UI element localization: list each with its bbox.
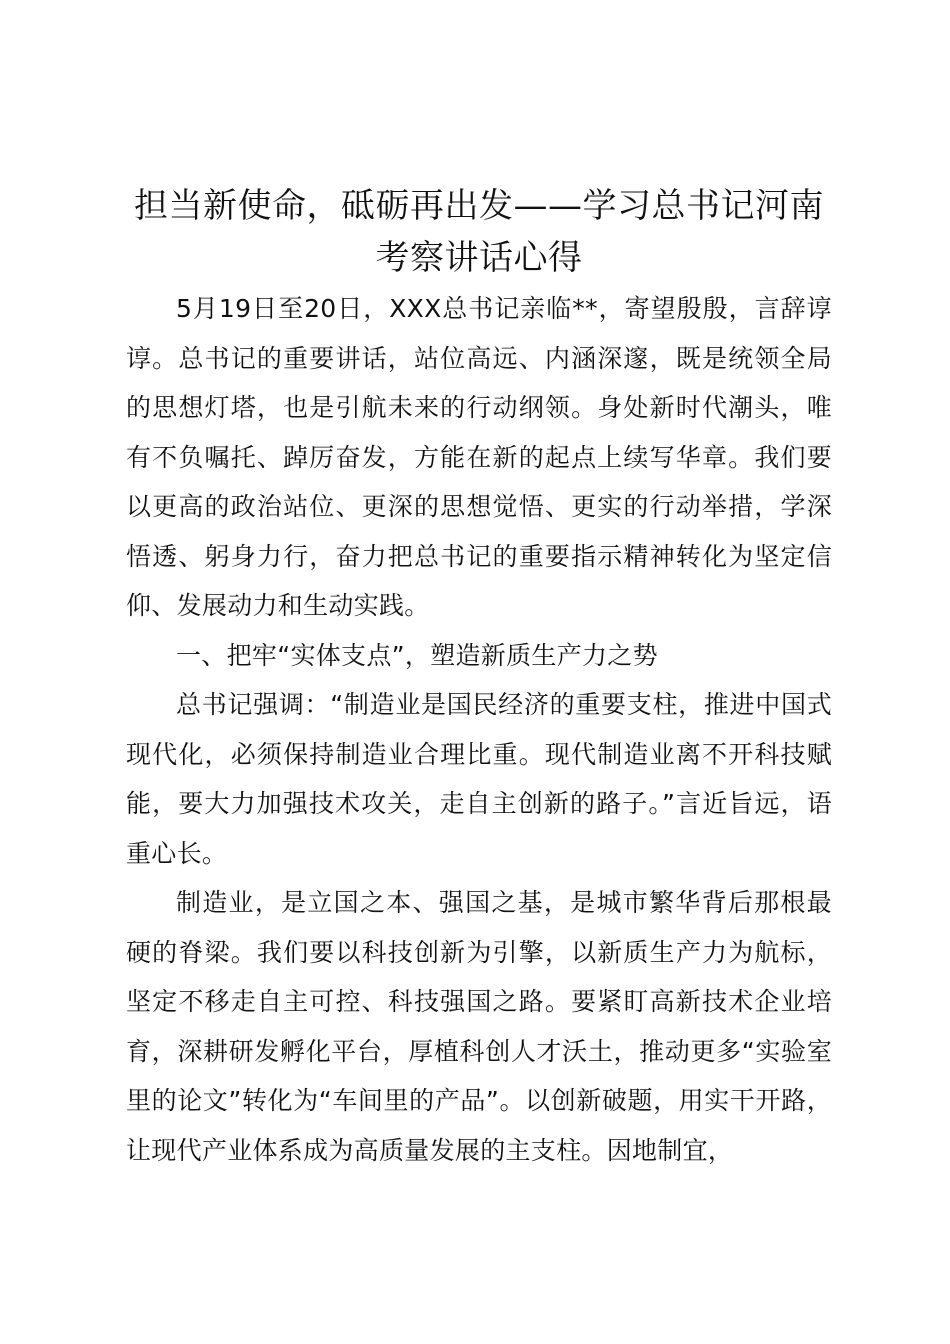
document-title: 担当新使命，砥砺再出发——学习总书记河南考察讲话心得 — [134, 186, 824, 278]
document-page — [126, 180, 832, 1175]
paragraph-manufacturing: 制造业，是立国之本、强国之基，是城市繁华背后那根最硬的脊梁。我们要以科技创新为引擎，以新质生产力为航标，坚定不移走自主可控、科技强国之路。要紧盯高新技术企业培育，深耕研发孵化平台，厚植科创人才沃土，推动更多“实验室里的论文”转化为“车间里的产品”。以创新破题，用实干开路，让现代产业体系成为高质量发展的主支柱。因地制宜， — [126, 888, 832, 1165]
section-heading-1: 一、把牢“实体支点”，塑造新质生产力之势 — [176, 640, 658, 670]
paragraph-intro: 5月19日至20日，XXX总书记亲临**，寄望殷殷，言辞谆谆。总书记的重要讲话，站位高远、内涵深邃，既是统领全局的思想灯塔，也是引航未来的行动纲领。身处新时代潮头，唯有不负嘱托、踔厉奋发，方能在新的起点上续写华章。我们要以更高的政治站位、更深的思想觉悟、更实的行动举措，学深悟透、躬身力行，奋力把总书记的重要指示精神转化为坚定信仰、发展动力和生动实践。 — [126, 294, 832, 620]
paragraph-quote: 总书记强调：“制造业是国民经济的重要支柱，推进中国式现代化，必须保持制造业合理比重。现代制造业离不开科技赋能，要大力加强技术攻关，走自主创新的路子。”言近旨远，语重心长。 — [126, 690, 832, 868]
